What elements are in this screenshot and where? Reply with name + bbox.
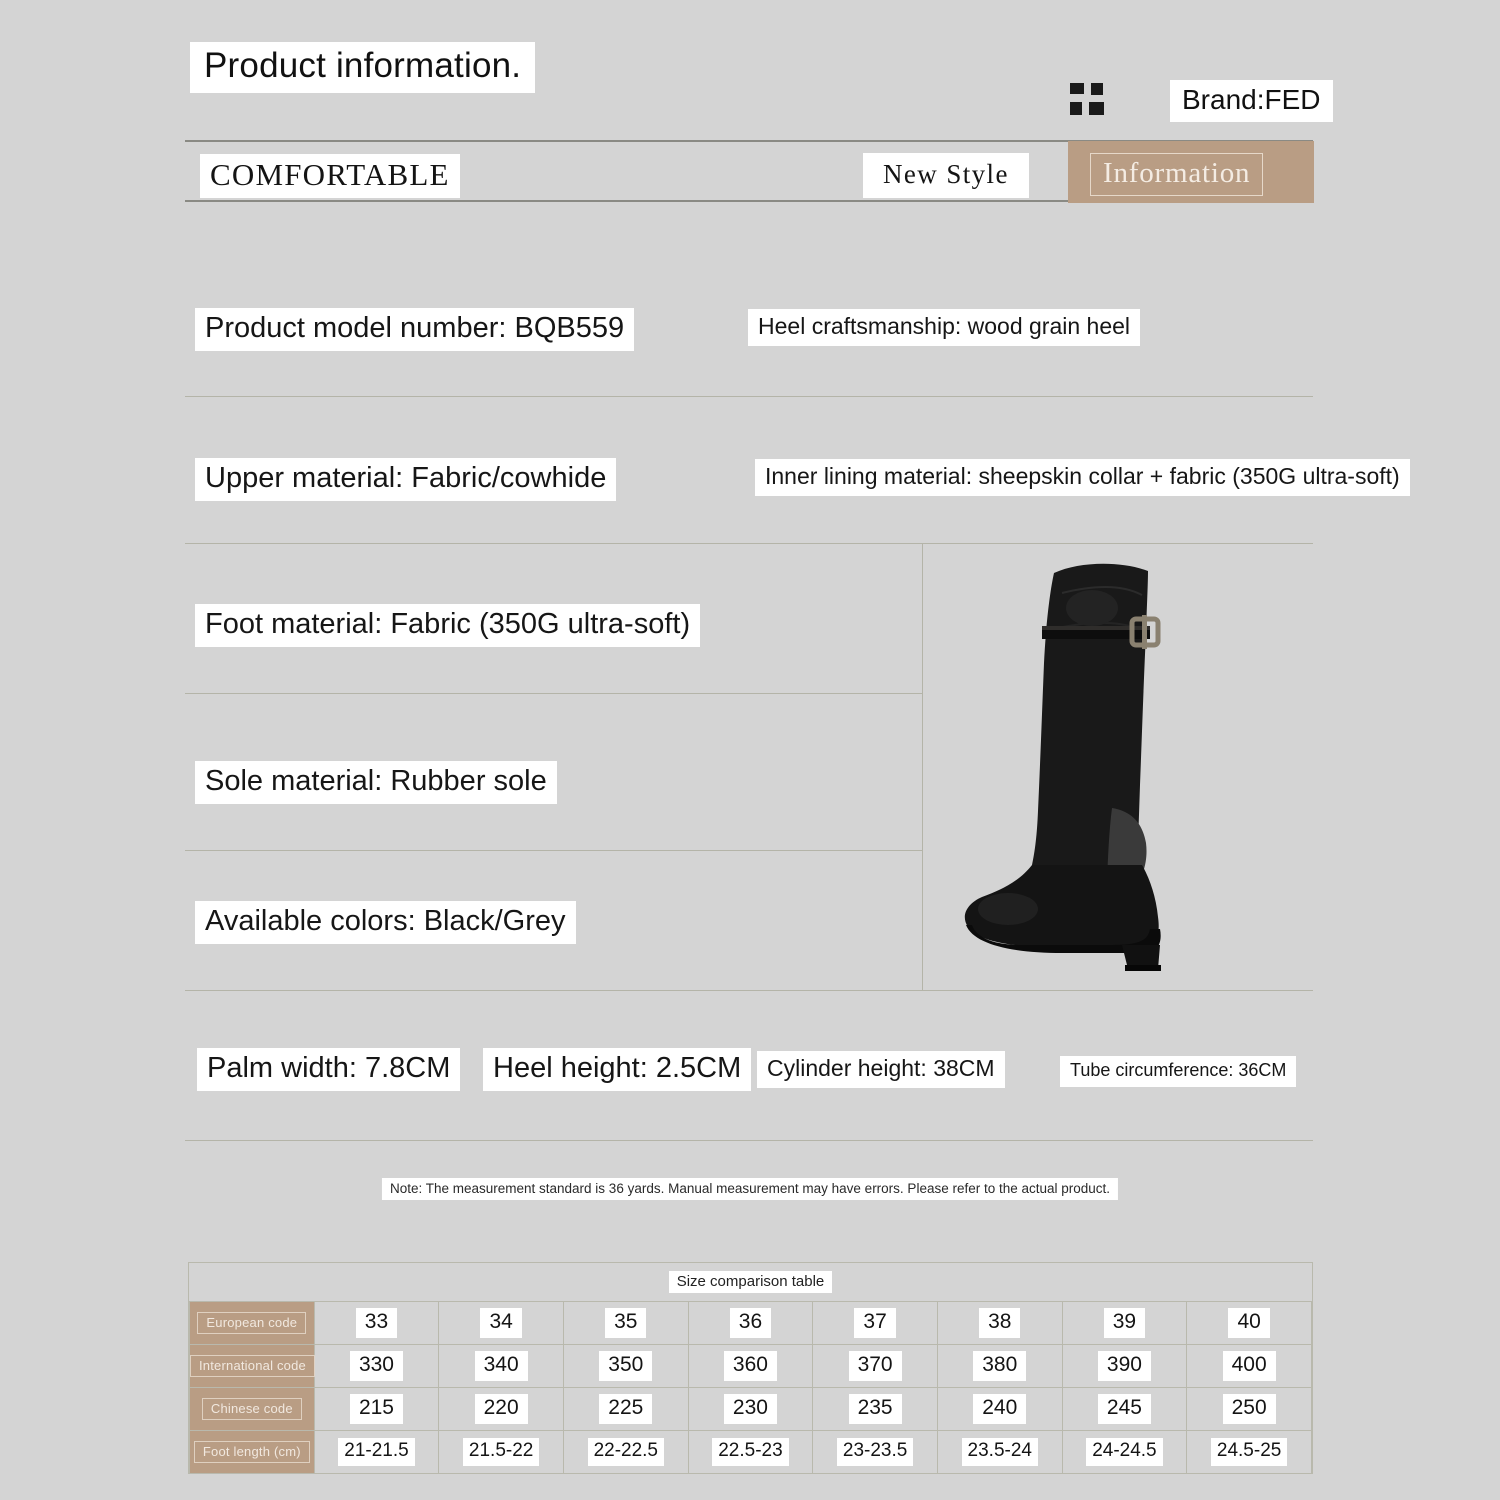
divider-6 — [185, 1140, 1313, 1141]
cell-value: 36 — [730, 1308, 771, 1338]
cell-value: 370 — [849, 1351, 902, 1381]
table-cell — [1062, 1431, 1187, 1474]
table-cell — [314, 1302, 439, 1345]
table-cell — [688, 1388, 813, 1431]
cell-value: 21-21.5 — [338, 1438, 414, 1466]
divider-3 — [185, 693, 922, 694]
table-cell — [937, 1345, 1062, 1388]
table-caption: Size comparison table — [669, 1271, 833, 1293]
spec-palm-width: Palm width: 7.8CM — [197, 1048, 460, 1091]
divider-4 — [185, 850, 922, 851]
row-header-label: Chinese code — [202, 1398, 302, 1420]
row-header-label: International code — [190, 1355, 315, 1377]
row-header-chinese — [190, 1388, 315, 1431]
cell-value: 230 — [724, 1394, 777, 1424]
cell-value: 40 — [1228, 1308, 1269, 1338]
nav-item-new-style[interactable]: New Style — [863, 153, 1029, 198]
cell-value: 23-23.5 — [837, 1438, 913, 1466]
nav-item-information-label: Information — [1090, 153, 1263, 196]
table-cell — [563, 1388, 688, 1431]
table-cell — [688, 1345, 813, 1388]
measurement-note: Note: The measurement standard is 36 yards. Manual measurement may have errors. Please refer to the actual product. — [382, 1178, 1118, 1200]
table-caption-row — [190, 1263, 1312, 1302]
table-cell — [439, 1431, 564, 1474]
row-header-label: Foot length (cm) — [194, 1441, 310, 1463]
spec-heel-height: Heel height: 2.5CM — [483, 1048, 751, 1091]
cell-value: 250 — [1223, 1394, 1276, 1424]
cell-value: 37 — [854, 1308, 895, 1338]
table-cell — [563, 1431, 688, 1474]
divider-5 — [185, 990, 1313, 991]
table-cell — [314, 1431, 439, 1474]
table-cell — [1187, 1431, 1312, 1474]
spec-tube-circumference: Tube circumference: 36CM — [1060, 1056, 1296, 1087]
row-header-international — [190, 1345, 315, 1388]
spec-heel-craftsmanship: Heel craftsmanship: wood grain heel — [748, 309, 1140, 346]
table-cell — [439, 1388, 564, 1431]
row-header-label: European code — [197, 1312, 306, 1334]
cell-value: 24-24.5 — [1086, 1438, 1162, 1466]
spec-available-colors: Available colors: Black/Grey — [195, 901, 576, 944]
divider-1 — [185, 396, 1313, 397]
brand-label: Brand:FED — [1170, 80, 1333, 122]
row-header-european — [190, 1302, 315, 1345]
table-cell — [813, 1431, 938, 1474]
cell-value: 39 — [1104, 1308, 1145, 1338]
cell-value: 235 — [849, 1394, 902, 1424]
table-cell — [563, 1345, 688, 1388]
table-row — [190, 1345, 1312, 1388]
cell-value: 400 — [1223, 1351, 1276, 1381]
cell-value: 23.5-24 — [962, 1438, 1038, 1466]
grid-icon — [1068, 80, 1108, 120]
boot-illustration — [962, 553, 1262, 973]
table-cell — [1187, 1388, 1312, 1431]
table-cell — [1187, 1302, 1312, 1345]
cell-value: 33 — [356, 1308, 397, 1338]
cell-value: 390 — [1098, 1351, 1151, 1381]
spec-model-number: Product model number: BQB559 — [195, 308, 634, 351]
table-row — [190, 1302, 1312, 1345]
spec-sole-material: Sole material: Rubber sole — [195, 761, 557, 804]
table-cell — [439, 1345, 564, 1388]
page-title: Product information. — [190, 42, 535, 93]
table-cell — [1062, 1388, 1187, 1431]
nav-item-comfortable[interactable]: COMFORTABLE — [200, 154, 460, 198]
cell-value: 240 — [973, 1394, 1026, 1424]
spec-inner-lining: Inner lining material: sheepskin collar + fabric (350G ultra-soft) — [755, 459, 1410, 496]
table-cell — [1062, 1302, 1187, 1345]
cell-value: 340 — [475, 1351, 528, 1381]
table-cell — [937, 1388, 1062, 1431]
table-cell — [688, 1431, 813, 1474]
cell-value: 22.5-23 — [712, 1438, 788, 1466]
cell-value: 24.5-25 — [1211, 1438, 1287, 1466]
cell-value: 22-22.5 — [588, 1438, 664, 1466]
cell-value: 360 — [724, 1351, 777, 1381]
cell-value: 225 — [599, 1394, 652, 1424]
row-header-foot-length — [190, 1431, 315, 1474]
spec-upper-material: Upper material: Fabric/cowhide — [195, 458, 616, 501]
cell-value: 34 — [480, 1308, 521, 1338]
table-cell — [1187, 1345, 1312, 1388]
cell-value: 38 — [979, 1308, 1020, 1338]
cell-value: 21.5-22 — [463, 1438, 539, 1466]
size-comparison-table — [188, 1262, 1313, 1474]
product-image — [922, 543, 1313, 990]
cell-value: 35 — [605, 1308, 646, 1338]
table-cell — [314, 1388, 439, 1431]
nav-bar — [185, 140, 1313, 202]
cell-value: 380 — [973, 1351, 1026, 1381]
cell-value: 245 — [1098, 1394, 1151, 1424]
table-cell — [314, 1345, 439, 1388]
nav-item-information[interactable] — [1068, 141, 1314, 203]
table-cell — [1062, 1345, 1187, 1388]
cell-value: 220 — [475, 1394, 528, 1424]
cell-value: 350 — [599, 1351, 652, 1381]
cell-value: 215 — [350, 1394, 403, 1424]
cell-value: 330 — [350, 1351, 403, 1381]
table-cell — [563, 1302, 688, 1345]
table-row — [190, 1388, 1312, 1431]
table-row — [190, 1431, 1312, 1474]
table-cell — [813, 1302, 938, 1345]
table-cell — [439, 1302, 564, 1345]
spec-foot-material: Foot material: Fabric (350G ultra-soft) — [195, 604, 700, 647]
table-cell — [813, 1388, 938, 1431]
table-cell — [937, 1431, 1062, 1474]
table-cell — [937, 1302, 1062, 1345]
spec-cylinder-height: Cylinder height: 38CM — [757, 1051, 1005, 1088]
table-cell — [813, 1345, 938, 1388]
table-cell — [688, 1302, 813, 1345]
